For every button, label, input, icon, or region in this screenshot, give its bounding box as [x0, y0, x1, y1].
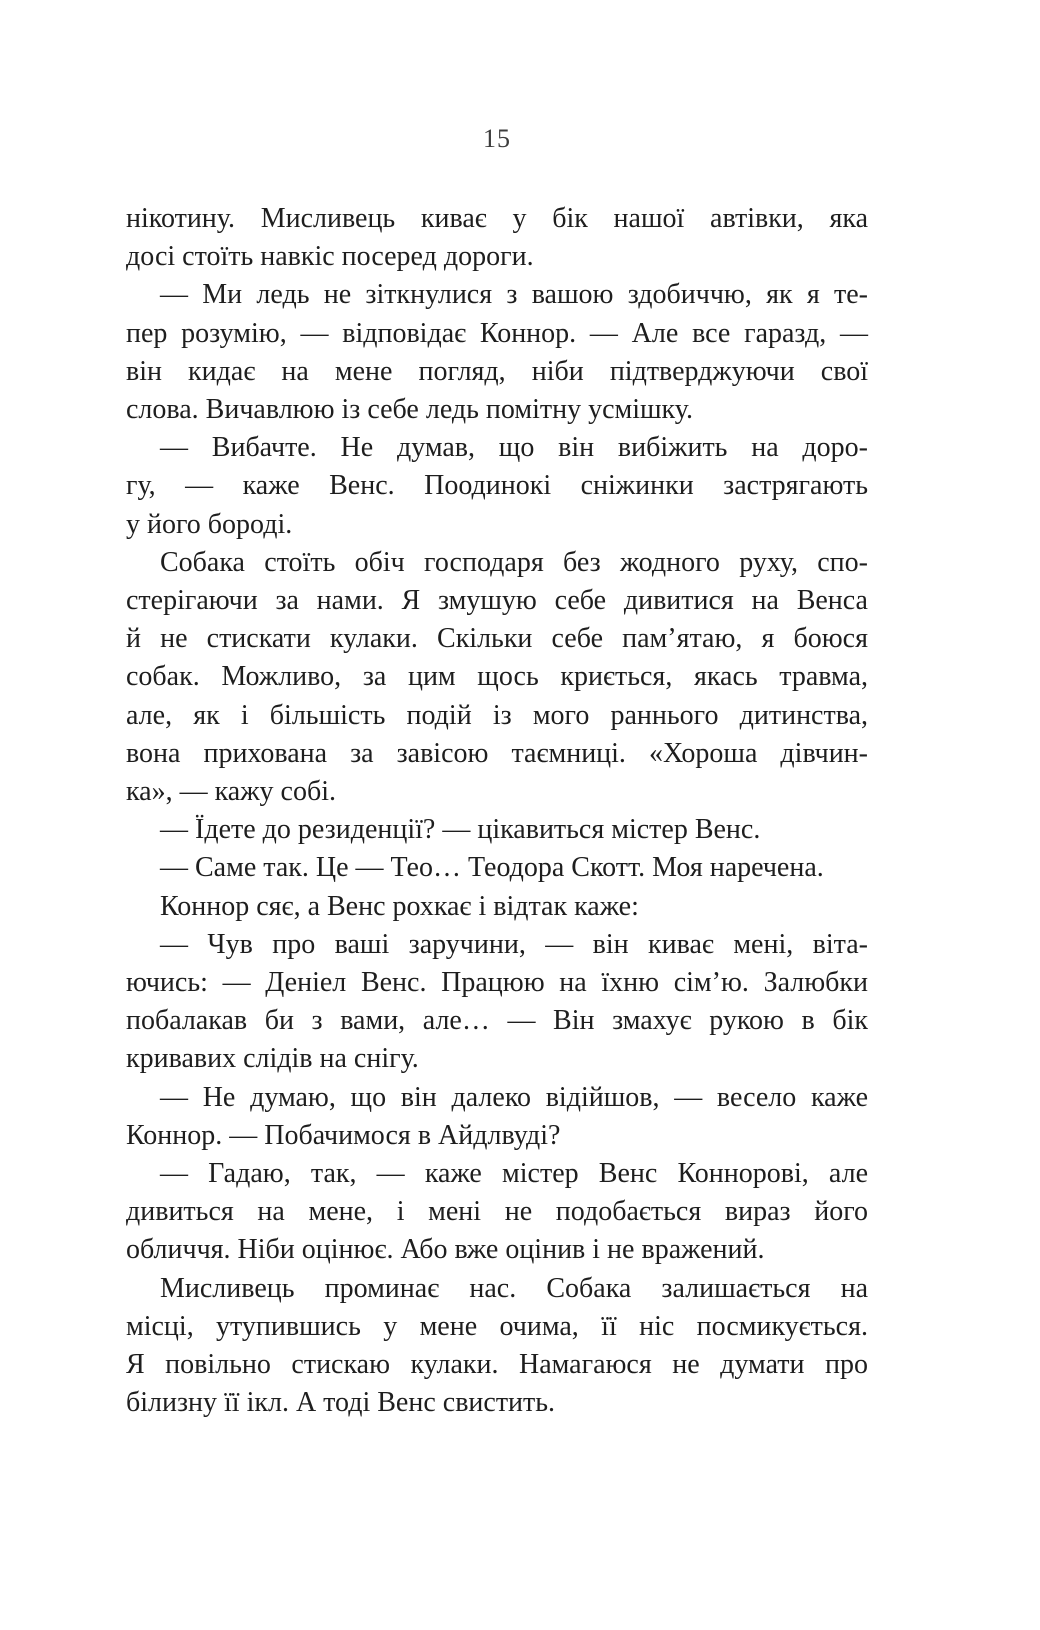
text-line: кривавих слідів на снігу. [126, 1043, 419, 1075]
text-line: ючись: — Деніел Венс. Працюю на їхню сім’ю. Залюбки [126, 967, 868, 999]
text-line: обличчя. Ніби оцінює. Або вже оцінив і не вражений. [126, 1234, 765, 1266]
text-line: Собака стоїть обіч господаря без жодного руху, спо- [160, 546, 868, 578]
text-line: він кидає на мене погляд, ніби підтверджуючи свої [126, 355, 868, 387]
text-line: й не стискати кулаки. Скільки себе пам’ятаю, я боюся [126, 623, 868, 655]
text-line: — Їдете до резиденції? — цікавиться містер Венс. [160, 814, 761, 846]
text-line: — Чув про ваші заручини, — він киває мені, віта- [160, 928, 868, 960]
text-line: Коннор сяє, а Венс рохкає і відтак каже: [160, 890, 639, 922]
text-line: Мисливець проминає нас. Собака залишається на [160, 1272, 868, 1304]
text-line: пер розумію, — відповідає Коннор. — Але все гаразд, — [126, 317, 868, 349]
text-line: побалакав би з вами, але… — Він змахує рукою в бік [126, 1005, 868, 1037]
text-line: — Не думаю, що він далеко відійшов, — весело каже [160, 1081, 868, 1113]
page-text [126, 200, 868, 1423]
text-line: Я повільно стискаю кулаки. Намагаюся не думати про [126, 1349, 868, 1381]
text-line: білизну її ікл. А тоді Венс свистить. [126, 1387, 556, 1419]
text-line: нікотину. Мисливець киває у бік нашої автівки, яка [126, 203, 868, 234]
text-line: — Вибачте. Не думав, що він вибіжить на доро- [160, 432, 868, 464]
text-line: стерігаючи за нами. Я змушую себе дивитися на Венса [126, 585, 868, 617]
text-line: дивиться на мене, і мені не подобається вираз його [126, 1196, 868, 1228]
page-number: 15 [483, 124, 511, 153]
text-line: у його бороді. [126, 508, 293, 540]
text-line: але, як і більшість подій із мого раннього дитинства, [126, 699, 868, 731]
text-line: Коннор. — Побачимося в Айдлвуді? [126, 1119, 561, 1151]
text-line: собак. Можливо, за цим щось криється, якась травма, [126, 661, 868, 693]
text-line: досі стоїть навкіс посеред дороги. [126, 241, 534, 273]
text-line: ка», — кажу собі. [126, 776, 337, 808]
text-line: місці, утупившись у мене очима, її ніс посмикується. [126, 1310, 868, 1342]
text-line: вона прихована за завісою таємниці. «Хороша дівчин- [126, 737, 868, 769]
text-line: — Саме так. Це — Тео… Теодора Скотт. Моя наречена. [160, 852, 824, 884]
text-line: — Гадаю, так, — каже містер Венс Коннорові, але [160, 1158, 868, 1190]
text-line: гу, — каже Венс. Поодинокі сніжинки застрягають [126, 470, 868, 502]
text-line: слова. Вичавлюю із себе ледь помітну усмішку. [126, 394, 693, 426]
text-line: — Ми ледь не зіткнулися з вашою здобиччю, як я те- [160, 279, 868, 311]
